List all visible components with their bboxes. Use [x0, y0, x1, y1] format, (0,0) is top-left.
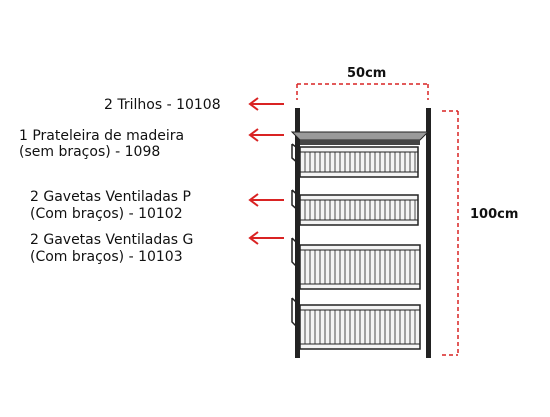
- arrow-rails-icon: [250, 98, 284, 110]
- shelf-label-line2: (sem braços) - 1098: [19, 144, 161, 160]
- width-label: 50cm: [347, 66, 387, 81]
- arrows: [250, 98, 284, 244]
- arrow-small-drawers-icon: [250, 194, 284, 206]
- arrow-large-drawers-icon: [250, 232, 284, 244]
- small-drawers-label-line1: 2 Gavetas Ventiladas P: [30, 189, 191, 205]
- shelf-label-line1: 1 Prateleira de madeira: [19, 128, 185, 144]
- height-dimension-line: [442, 111, 458, 355]
- wooden-shelf: [292, 132, 428, 145]
- large-drawers-label-line2: (Com braços) - 10103: [30, 249, 183, 265]
- height-label: 100cm: [470, 207, 519, 222]
- arrow-shelf-icon: [250, 129, 284, 141]
- drawer-large-1: [292, 238, 420, 289]
- small-drawers-label-line2: (Com braços) - 10102: [30, 206, 183, 222]
- drawer-small-2: [292, 190, 418, 225]
- drawer-small-1: [292, 144, 418, 177]
- large-drawers-label-line1: 2 Gavetas Ventiladas G: [30, 232, 194, 248]
- rails-label: 2 Trilhos - 10108: [104, 97, 221, 113]
- rail-right: [426, 108, 431, 358]
- drawer-large-2: [292, 298, 420, 349]
- width-dimension-line: [297, 84, 428, 100]
